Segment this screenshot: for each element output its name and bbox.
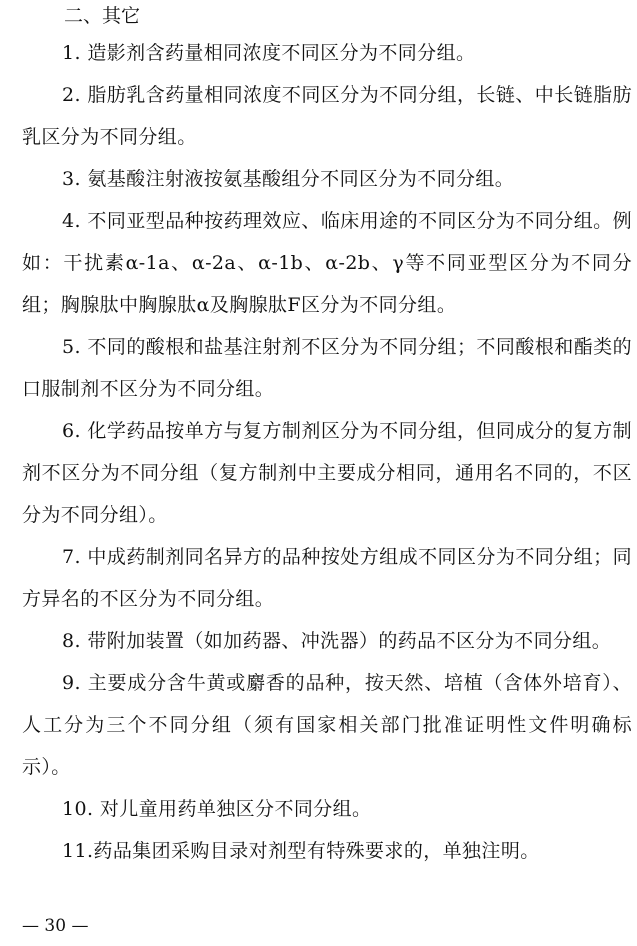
rule-item-3: 3. 氨基酸注射液按氨基酸组分不同区分为不同分组。	[62, 168, 515, 190]
rule-item-6: 6. 化学药品按单方与复方制剂区分为不同分组，但同成分的复方制剂不区分为不同分组（复方制剂中主要成分相同，通用名不同的，不区分为不同分组）。	[22, 420, 632, 526]
page-number: — 30 —	[22, 916, 89, 936]
rule-item-1: 1. 造影剂含药量相同浓度不同区分为不同分组。	[62, 42, 476, 64]
document-page	[22, 0, 632, 872]
rule-item-10: 10. 对儿童用药单独区分不同分组。	[62, 798, 372, 820]
rule-item-2: 2. 脂肪乳含药量相同浓度不同区分为不同分组，长链、中长链脂肪乳区分为不同分组。	[22, 84, 632, 148]
section-title: 二、其它	[64, 5, 141, 27]
rule-item-4: 4. 不同亚型品种按药理效应、临床用途的不同区分为不同分组。例如：干扰素α-1a、α-2a、α-1b、α-2b、γ等不同亚型区分为不同分组；胸腺肽中胸腺肽α及胸腺肽F区分为不同分组。	[22, 210, 632, 316]
rule-item-9: 9. 主要成分含牛黄或麝香的品种，按天然、培植（含体外培育）、人工分为三个不同分组（须有国家相关部门批准证明性文件明确标示）。	[22, 672, 632, 778]
rule-item-5: 5. 不同的酸根和盐基注射剂不区分为不同分组；不同酸根和酯类的口服制剂不区分为不同分组。	[22, 336, 632, 400]
rule-item-8: 8. 带附加装置（如加药器、冲洗器）的药品不区分为不同分组。	[62, 630, 612, 652]
rule-item-7: 7. 中成药制剂同名异方的品种按处方组成不同区分为不同分组；同方异名的不区分为不同分组。	[22, 546, 632, 610]
rule-item-11: 11.药品集团采购目录对剂型有特殊要求的，单独注明。	[62, 840, 540, 862]
